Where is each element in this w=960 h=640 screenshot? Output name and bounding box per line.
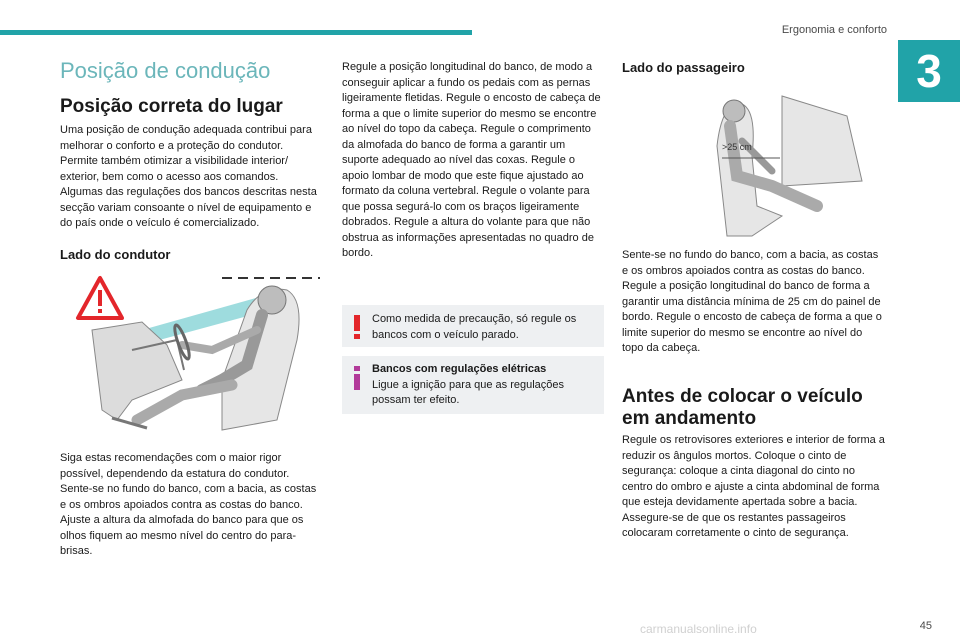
adjustment-paragraph: Regule a posição longitudinal do banco, de modo a conseguir aplicar a fundo os pedais com as pernas ligeiramente fletidas. Regule o encosto de cabeça de forma a que o limite superior do mesmo se encontre ao nível do topo da cabeça. Regule o comprimento da almofada do banco de forma a garantir um suporte adequado ao nível das coxas. Regule o apoio lombar de modo que este fique ajustado ao formato da coluna vertebral. Regule o volante para que possa segurá-lo com os braços ligeiramente dobrados. Regule a altura do volante para que não obstrua as informações apresentadas no quadro de bordo.: [342, 61, 601, 259]
chapter-number-badge: 3: [898, 40, 960, 102]
info-text: Ligue a ignição para que as regulações possam ter efeito.: [372, 378, 565, 406]
warning-text: Como medida de precaução, só regule os bancos com o veículo parado.: [372, 313, 577, 341]
distance-label: >25 cm: [722, 142, 752, 152]
driver-paragraph: Siga estas recomendações com o maior rigor possível, dependendo da estatura do condutor. Sente-se no fundo do banco, com a bacia, as costas e os ombros apoiados contra as costas do banco. Ajuste a altura da almofada do banco para que os olhos fiquem ao mesmo nível do centro do para-brisas.: [60, 452, 317, 557]
page-number: 45: [919, 620, 932, 632]
section-heading-posicao: Posição correta do lugar: [60, 96, 283, 117]
passenger-position-illustration: [622, 86, 884, 238]
header-section-title: Ergonomia e conforto: [781, 24, 887, 36]
passenger-paragraph: Sente-se no fundo do banco, com a bacia, as costas e os ombros apoiados contra as costas do banco. Regule a posição longitudinal do banco de forma a garantir uma distância mínima de 25 cm do painel de bordo. Regule o encosto de cabeça de forma a que o limite superior do mesmo se encontre ao nível do topo da cabeça.: [622, 249, 882, 354]
warning-triangle-icon: [78, 278, 122, 318]
info-note: [342, 356, 604, 414]
watermark: carmanualsonline.info: [640, 622, 757, 636]
info-title: Bancos com regulações elétricas: [372, 363, 547, 375]
page-title: Posição de condução: [60, 58, 271, 83]
driver-position-illustration: [72, 270, 322, 440]
header-accent-bar: [0, 30, 472, 35]
exclamation-icon: [354, 315, 358, 337]
warning-note: [342, 305, 604, 347]
before-driving-paragraph: Regule os retrovisores exteriores e interior de forma a reduzir os ângulos mortos. Coloque o cinto de segurança: coloque a cinta diagonal do cinto no centro do ombro e ajuste a cinta abdominal de forma que esteja devidamente apertada sobre a bacia. Assegure-se de que os restantes passageiros colocaram corretamente o cinto de segurança.: [622, 434, 885, 539]
passenger-side-heading: Lado do passageiro: [622, 60, 745, 75]
section-heading-antes: Antes de colocar o veículo em andamento: [622, 386, 863, 429]
intro-paragraph: Uma posição de condução adequada contribui para melhorar o conforto e a proteção do condutor. Permite também otimizar a visibilidade interior/ exterior, bem como o acesso aos comandos. Algumas das regulações dos bancos descritas nesta secção variam consoante o nível de equipamento e do país onde o veículo é comercializado.: [60, 124, 317, 229]
info-icon: [354, 366, 358, 388]
driver-side-heading: Lado do condutor: [60, 247, 171, 262]
